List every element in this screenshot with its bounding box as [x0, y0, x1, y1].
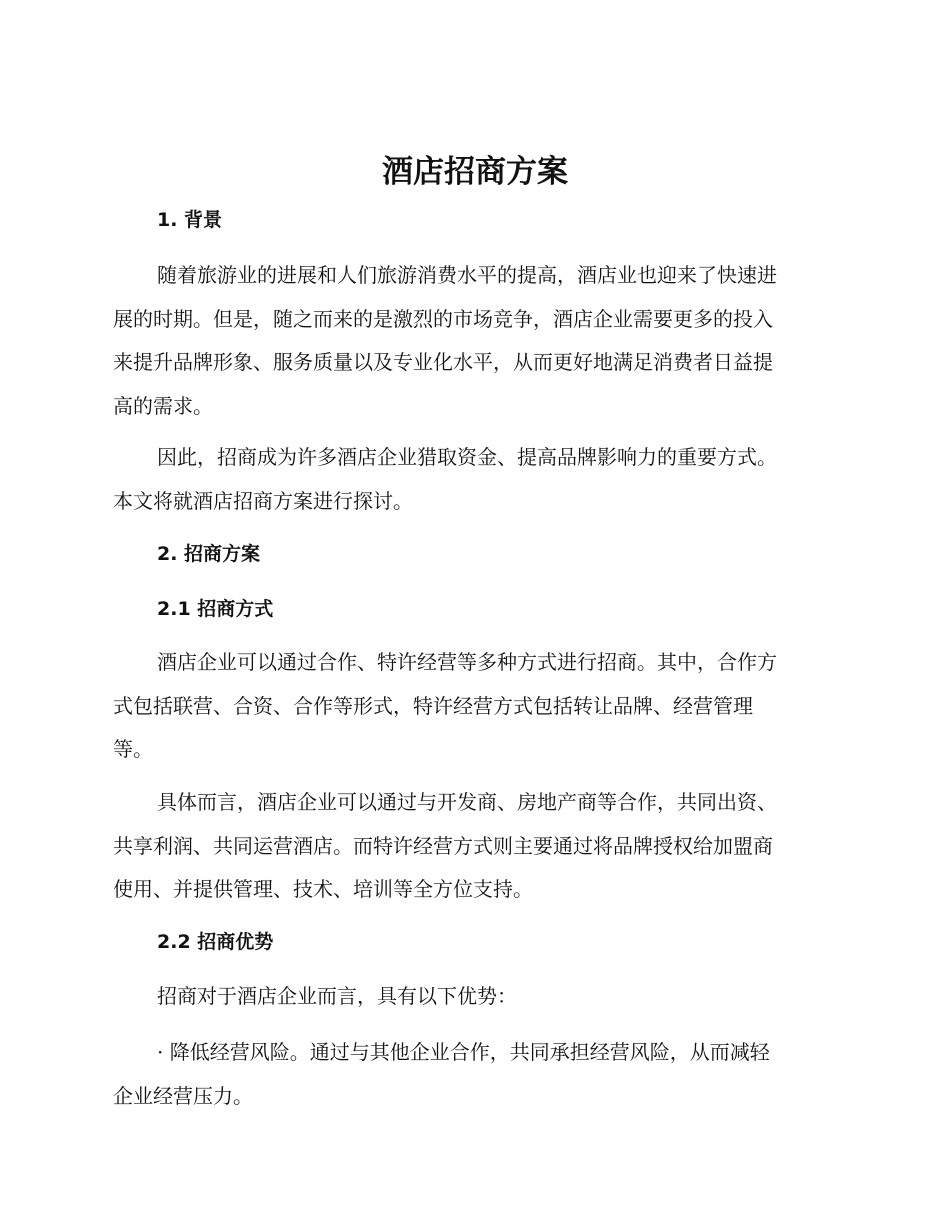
paragraph-advantages-intro	[113, 975, 838, 1019]
text-line: 使用、并提供管理、技术、培训等全方位支持。	[113, 877, 533, 901]
text-line: 招商对于酒店企业而言，具有以下优势：	[157, 984, 517, 1008]
subsection-heading-method: 2.1 招商方式	[157, 598, 274, 620]
paragraph-background-2	[113, 436, 838, 523]
text-line: 具体而言，酒店企业可以通过与开发商、房地产商等合作，共同出资、	[157, 790, 777, 814]
text-line: 随着旅游业的进展和人们旅游消费水平的提高，酒店业也迎来了快速进	[157, 263, 777, 287]
text-line: 因此，招商成为许多酒店企业猎取资金、提高品牌影响力的重要方式。	[157, 445, 777, 469]
text-line: 式包括联营、合资、合作等形式，特许经营方式包括转让品牌、经营管理	[113, 693, 753, 718]
paragraph-method-2	[113, 781, 838, 912]
document-title: 酒店招商方案	[382, 154, 568, 190]
text-line: 展的时期。但是，随之而来的是激烈的市场竞争，酒店企业需要更多的投入	[113, 306, 773, 331]
paragraph-background-1	[113, 254, 838, 428]
text-line: 企业经营压力。	[113, 1083, 253, 1108]
text-line: 本文将就酒店招商方案进行探讨。	[113, 488, 413, 513]
text-line: 高的需求。	[113, 393, 213, 418]
text-line: · 降低经营风险。通过与其他企业合作，共同承担经营风险，从而减轻	[157, 1040, 770, 1064]
section-heading-background: 1. 背景	[157, 209, 223, 231]
text-line: 等。	[113, 737, 153, 761]
text-line: 共享利润、共同运营酒店。而特许经营方式则主要通过将品牌授权给加盟商	[113, 833, 773, 858]
text-line: 来提升品牌形象、服务质量以及专业化水平，从而更好地满足消费者日益提	[113, 350, 773, 374]
section-heading-plan: 2. 招商方案	[157, 543, 261, 565]
paragraph-method-1	[113, 641, 838, 772]
subsection-heading-advantages: 2.2 招商优势	[157, 931, 274, 953]
text-line: 酒店企业可以通过合作、特许经营等多种方式进行招商。其中，合作方	[157, 650, 777, 674]
paragraph-advantage-item-1	[113, 1031, 838, 1118]
